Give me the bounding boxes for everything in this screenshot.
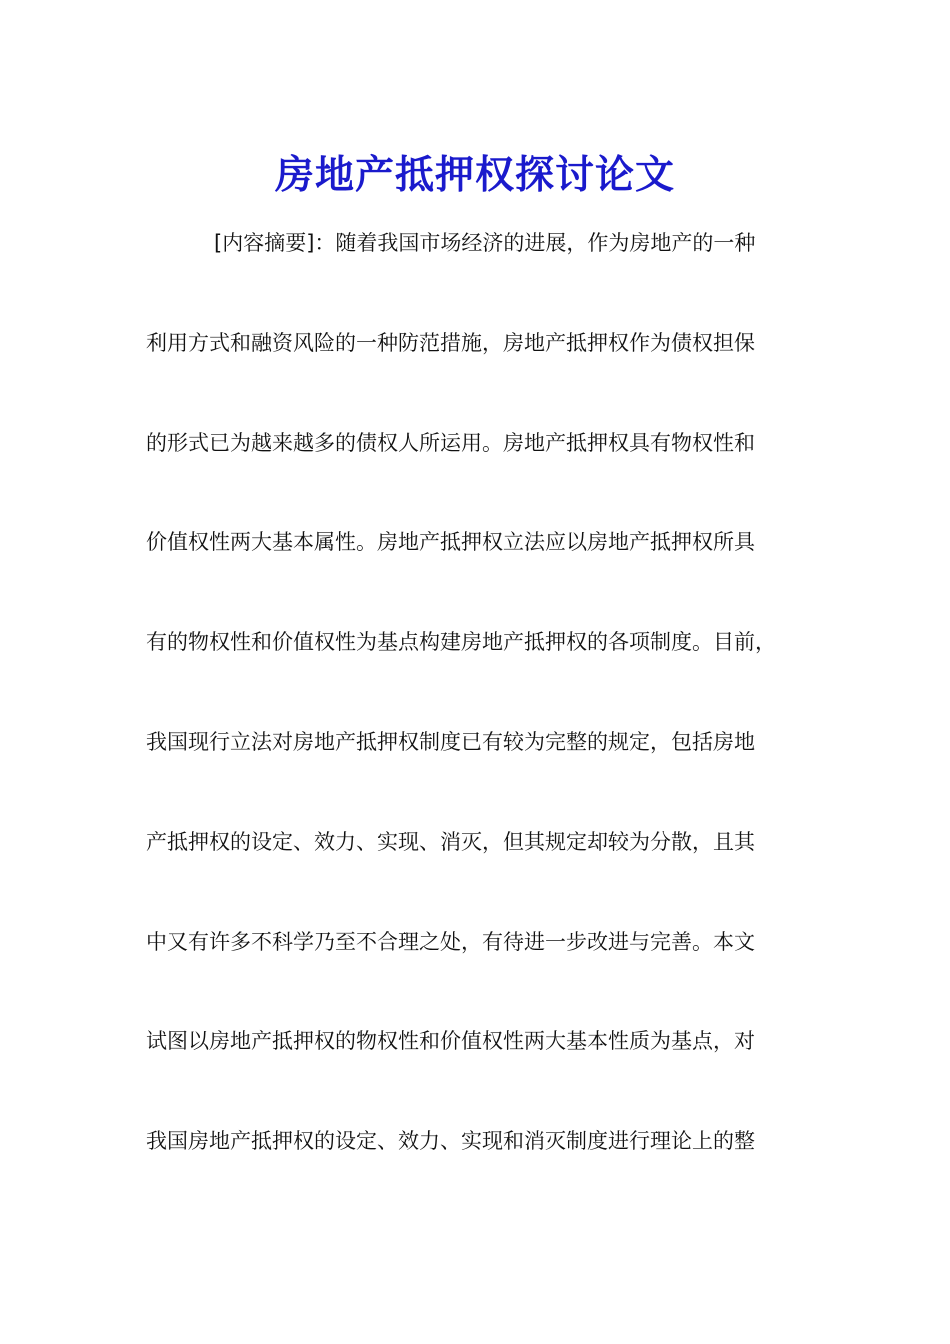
paragraph-line: 有的物权性和价值权性为基点构建房地产抵押权的各项制度。目前， — [146, 630, 776, 655]
paragraph-line: 试图以房地产抵押权的物权性和价值权性两大基本性质为基点，对 — [146, 1029, 755, 1054]
paragraph-line: 我国现行立法对房地产抵押权制度已有较为完整的规定，包括房地 — [146, 729, 755, 754]
paragraph-line: 中又有许多不科学乃至不合理之处，有待进一步改进与完善。本文 — [146, 929, 755, 954]
abstract-paragraph — [146, 218, 826, 1216]
paragraph-line: [内容摘要]：随着我国市场经济的进展，作为房地产的一种 — [214, 231, 756, 255]
paragraph-line: 的形式已为越来越多的债权人所运用。房地产抵押权具有物权性和 — [146, 430, 755, 455]
paragraph-line: 价值权性两大基本属性。房地产抵押权立法应以房地产抵押权所具 — [146, 530, 755, 555]
paragraph-line: 产抵押权的设定、效力、实现、消灭，但其规定却较为分散，且其 — [146, 829, 755, 854]
paragraph-line: 我国房地产抵押权的设定、效力、实现和消灭制度进行理论上的整 — [146, 1129, 755, 1154]
page-title: 房地产抵押权探讨论文 — [274, 152, 675, 199]
paragraph-line: 利用方式和融资风险的一种防范措施，房地产抵押权作为债权担保 — [146, 330, 755, 355]
